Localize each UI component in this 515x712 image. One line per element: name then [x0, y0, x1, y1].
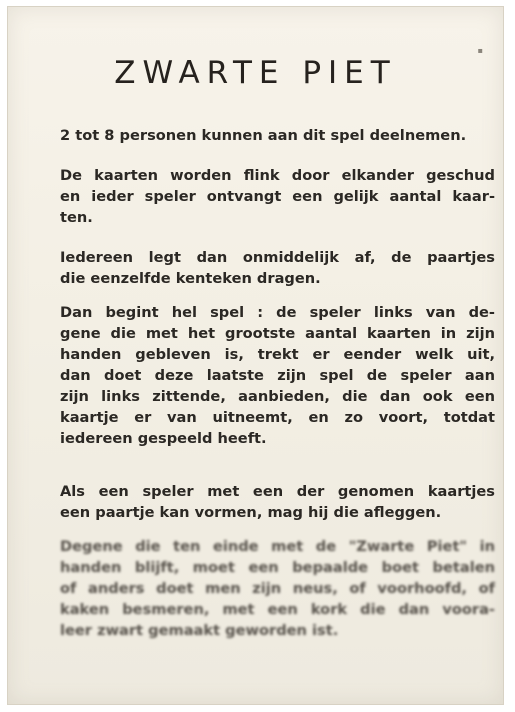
text-line: Als een speler met een der genomen kaartjes	[60, 483, 495, 500]
text-line: een paartje kan vormen, mag hij die afleggen.	[60, 504, 442, 521]
text-line: dan doet deze laatste zijn spel de speler aan	[60, 367, 495, 384]
text-line: en ieder speler ontvangt een gelijk aantal kaar-	[60, 188, 495, 205]
text-line: ten.	[60, 209, 93, 226]
text-line: 2 tot 8 personen kunnen aan dit spel deelnemen.	[60, 127, 467, 144]
text-line: of anders doet men zijn neus, of voorhoofd, of	[60, 580, 495, 597]
text-line: gene die met het grootste aantal kaarten in zijn	[60, 325, 495, 342]
text-line: kaken besmeren, met een kork die dan voora-	[60, 601, 495, 618]
paragraph-discard-pairs	[60, 247, 495, 289]
text-line: kaartje er van uitneemt, en zo voort, totdat	[60, 409, 495, 426]
text-line: die eenzelfde kenteken dragen.	[60, 270, 321, 287]
text-line: Degene die ten einde met de "Zwarte Piet" in	[60, 538, 495, 555]
text-line: handen gebleven is, trekt er eender welk uit,	[60, 346, 495, 363]
paragraph-penalty	[60, 536, 495, 641]
document-page	[7, 6, 504, 705]
text-line: iedereen gespeeld heeft.	[60, 430, 267, 447]
document-title: ZWARTE PIET	[114, 55, 397, 91]
paragraph-shuffle	[60, 165, 495, 228]
paragraph-gameplay	[60, 302, 495, 449]
paragraph-form-pair	[60, 481, 495, 523]
page-mark: ▪	[477, 46, 483, 55]
text-line: handen blijft, moet een bepaalde boet betalen	[60, 559, 495, 576]
text-line: De kaarten worden flink door elkander geschud	[60, 167, 495, 184]
text-line: leer zwart gemaakt geworden ist.	[60, 622, 339, 639]
text-line: Iedereen legt dan onmiddelijk af, de paartjes	[60, 249, 495, 266]
text-line: Dan begint hel spel : de speler links van de-	[60, 304, 495, 321]
paragraph-players	[60, 125, 495, 146]
text-line: zijn links zittende, aanbieden, die dan ook een	[60, 388, 495, 405]
